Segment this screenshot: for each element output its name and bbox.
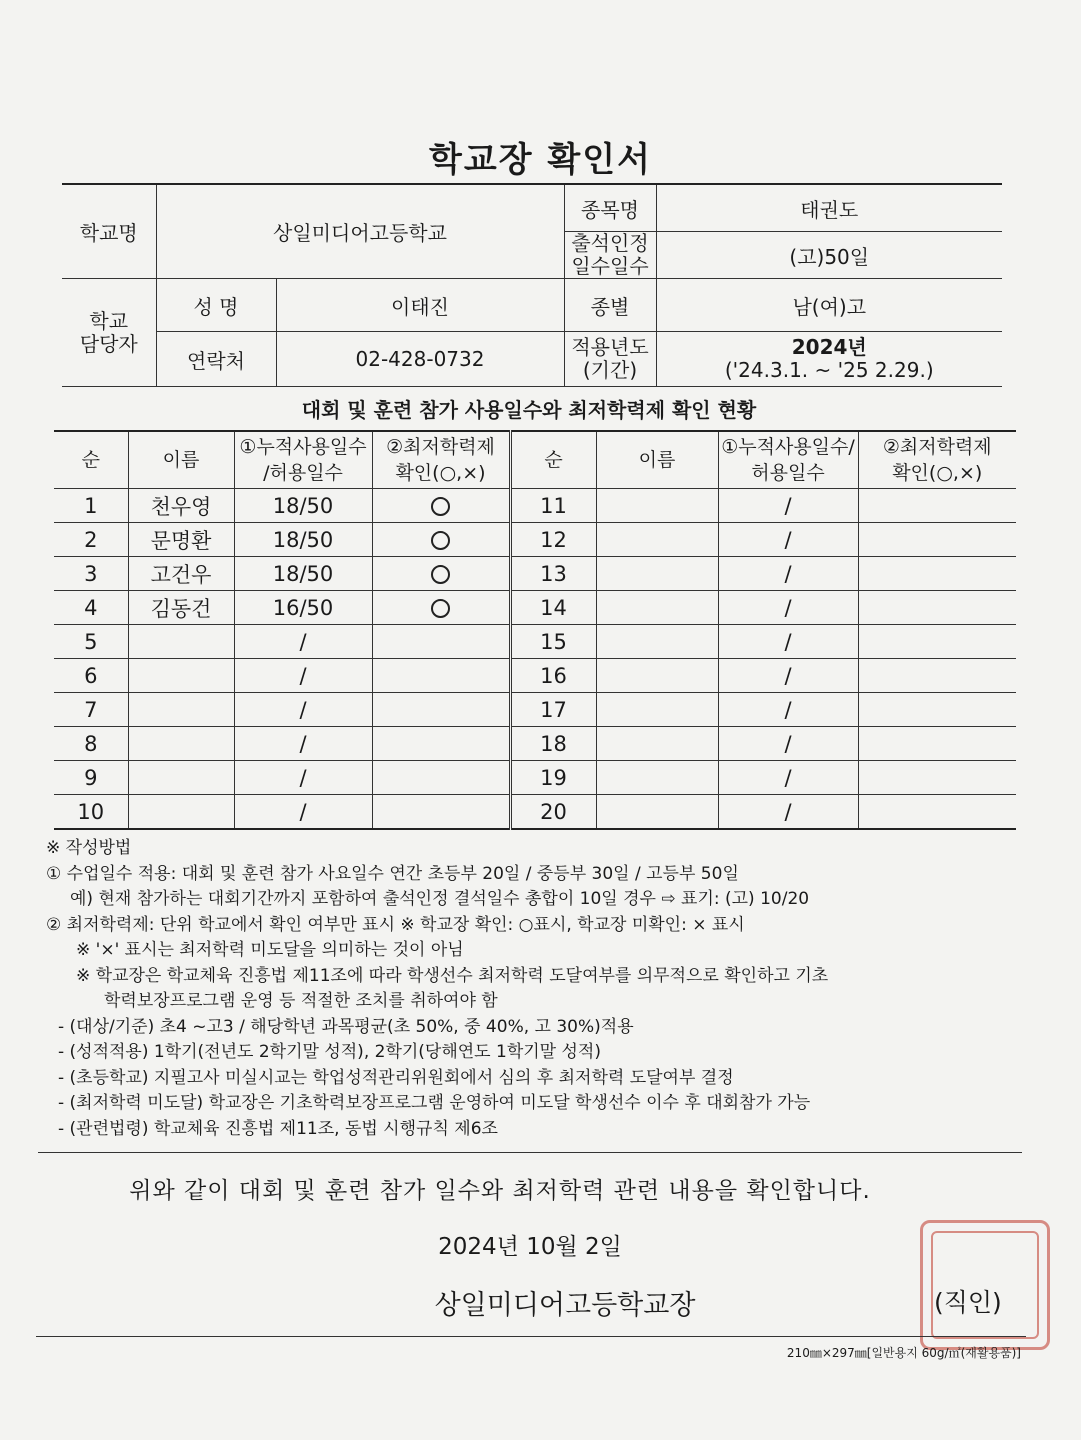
manager-label-line2: 담당자 [79, 331, 138, 356]
table-row [54, 557, 1016, 591]
row-days-right: / [718, 761, 858, 795]
row-name-left [128, 659, 234, 693]
row-no-right: 12 [510, 523, 596, 557]
row-check-left [372, 727, 510, 761]
row-no-left: 2 [54, 523, 128, 557]
row-days-right: / [718, 557, 858, 591]
table-header-row [54, 431, 1016, 489]
row-days-left: / [234, 727, 372, 761]
table-row [54, 693, 1016, 727]
header-check-right-line2: 확인(○,×) [892, 462, 983, 484]
document-title: 학교장 확인서 [429, 140, 652, 180]
header-name-right: 이름 [596, 431, 718, 489]
row-no-left: 3 [54, 557, 128, 591]
row-days-left: / [234, 693, 372, 727]
contact-label: 연락처 [156, 332, 276, 387]
table-row [54, 727, 1016, 761]
row-no-left: 1 [54, 489, 128, 523]
header-days-left-line1: ①누적사용일수 [239, 436, 367, 458]
sport-label: 종목명 [564, 184, 656, 232]
row-check-left [372, 557, 510, 591]
attendance-label-line1: 출석인정 [571, 231, 649, 255]
name-value: 이태진 [276, 279, 564, 332]
year-value: 2024년 [791, 335, 867, 359]
header-no-right: 순 [510, 431, 596, 489]
header-check-left-line1: ②최저학력제 [386, 436, 495, 458]
notes-heading: ※ 작성방법 [46, 838, 132, 858]
note-2-b1: ※ 학교장은 학교체육 진흥법 제11조에 따라 학생선수 최저학력 도달여부를 의무적으로 확인하고 기초 [76, 965, 829, 986]
header-days-right-line2: 허용일수 [751, 462, 825, 484]
circle-mark-icon [431, 599, 450, 618]
row-check-right [858, 625, 1016, 659]
info-table [62, 183, 1002, 387]
header-days-left-line2: /허용일수 [263, 462, 343, 484]
row-check-left [372, 761, 510, 795]
row-no-left: 9 [54, 761, 128, 795]
row-name-left: 고건우 [128, 557, 234, 591]
row-days-right: / [718, 727, 858, 761]
row-name-left: 김동건 [128, 591, 234, 625]
row-no-right: 13 [510, 557, 596, 591]
row-no-right: 20 [510, 795, 596, 830]
row-name-right [596, 557, 718, 591]
row-no-right: 11 [510, 489, 596, 523]
attendance-label [564, 232, 656, 279]
sport-value: 태권도 [656, 184, 1002, 232]
gender-label: 종별 [564, 279, 656, 332]
row-name-right [596, 693, 718, 727]
row-days-left: / [234, 625, 372, 659]
row-days-right: / [718, 591, 858, 625]
school-name: 상일미디어고등학교 [156, 184, 564, 279]
row-name-left: 천우영 [128, 489, 234, 523]
note-2: ② 최저학력제: 단위 학교에서 확인 여부만 표시 ※ 학교장 확인: ○표시, 학교장 미확인: × 표시 [46, 914, 745, 935]
detail-1: - (대상/기준) 초4 ~고3 / 해당학년 과목평균(초 50%, 중 40%, 고 30%)적용 [58, 1016, 634, 1037]
row-name-right [596, 625, 718, 659]
row-days-left: 18/50 [234, 523, 372, 557]
row-no-right: 14 [510, 591, 596, 625]
row-check-right [858, 693, 1016, 727]
header-name-left: 이름 [128, 431, 234, 489]
year-label-line1: 적용년도 [571, 335, 649, 359]
seal-label: (직인) [934, 1288, 1002, 1317]
row-no-left: 5 [54, 625, 128, 659]
row-check-left [372, 523, 510, 557]
row-check-right [858, 557, 1016, 591]
table-row [54, 625, 1016, 659]
signer-name: 상일미디어고등학교장 [434, 1290, 696, 1321]
issue-date: 2024년 10월 2일 [438, 1234, 622, 1260]
header-check-left-line2: 확인(○,×) [395, 462, 486, 484]
confirm-statement: 위와 같이 대회 및 훈련 참가 일수와 최저학력 관련 내용을 확인합니다. [129, 1178, 871, 1204]
year-value-cell [656, 332, 1002, 387]
school-label: 학교명 [62, 184, 156, 279]
header-check-right [858, 431, 1016, 489]
row-days-left: 16/50 [234, 591, 372, 625]
section-title: 대회 및 훈련 참가 사용일수와 최저학력제 확인 현황 [301, 398, 757, 422]
note-1: ① 수업일수 적용: 대회 및 훈련 참가 사요일수 연간 초등부 20일 / 중등부 30일 / 고등부 50일 [46, 863, 739, 884]
row-days-right: / [718, 693, 858, 727]
year-label-line2: (기간) [582, 358, 638, 382]
row-days-right: / [718, 489, 858, 523]
circle-mark-icon [431, 565, 450, 584]
note-2-b2: 학력보장프로그램 운영 등 적절한 조치를 취하여야 함 [104, 991, 498, 1011]
row-no-left: 8 [54, 727, 128, 761]
row-name-right [596, 795, 718, 830]
row-name-right [596, 727, 718, 761]
row-check-left [372, 625, 510, 659]
row-check-left [372, 693, 510, 727]
row-check-right [858, 489, 1016, 523]
row-days-right: / [718, 523, 858, 557]
name-label: 성 명 [156, 279, 276, 332]
row-check-right [858, 795, 1016, 830]
manager-label-line1: 학교 [89, 308, 129, 333]
row-check-left [372, 591, 510, 625]
row-check-right [858, 523, 1016, 557]
contact-value: 02-428-0732 [276, 332, 564, 387]
row-no-right: 16 [510, 659, 596, 693]
row-days-left: 18/50 [234, 557, 372, 591]
period-value: ('24.3.1. ~ '25 2.29.) [724, 358, 934, 382]
row-name-left [128, 795, 234, 830]
row-name-right [596, 489, 718, 523]
year-label [564, 332, 656, 387]
row-no-right: 19 [510, 761, 596, 795]
table-row [54, 489, 1016, 523]
table-row [54, 523, 1016, 557]
row-check-left [372, 795, 510, 830]
note-2-a: ※ '×' 표시는 최저학력 미도달을 의미하는 것이 아님 [76, 940, 464, 960]
circle-mark-icon [431, 531, 450, 550]
row-name-left [128, 625, 234, 659]
participation-table [54, 430, 1016, 830]
header-days-right [718, 431, 858, 489]
divider [38, 1152, 1022, 1153]
row-no-right: 17 [510, 693, 596, 727]
header-check-left [372, 431, 510, 489]
detail-3: - (초등학교) 지필고사 미실시교는 학업성적관리위원회에서 심의 후 최저학력 도달여부 결정 [58, 1067, 734, 1088]
note-1-example: 예) 현재 참가하는 대회기간까지 포함하여 출석인정 결석일수 총합이 10일 경우 ⇨ 표기: (고) 10/20 [70, 889, 810, 909]
row-no-left: 4 [54, 591, 128, 625]
row-check-left [372, 489, 510, 523]
table-row [54, 761, 1016, 795]
table-row [54, 795, 1016, 830]
detail-5: - (관련법령) 학교체육 진흥법 제11조, 동법 시행규칙 제6조 [58, 1118, 498, 1139]
row-name-right [596, 761, 718, 795]
circle-mark-icon [431, 497, 450, 516]
row-check-right [858, 761, 1016, 795]
bottom-divider [36, 1336, 1026, 1337]
row-no-left: 7 [54, 693, 128, 727]
attendance-value: (고)50일 [656, 232, 1002, 279]
header-no-left: 순 [54, 431, 128, 489]
row-name-left [128, 693, 234, 727]
row-days-left: 18/50 [234, 489, 372, 523]
row-no-right: 18 [510, 727, 596, 761]
row-name-right [596, 591, 718, 625]
row-check-right [858, 727, 1016, 761]
row-name-right [596, 523, 718, 557]
row-days-right: / [718, 625, 858, 659]
detail-4: - (최저학력 미도달) 학교장은 기초학력보장프로그램 운영하여 미도달 학생선수 이수 후 대회참가 가능 [58, 1093, 811, 1113]
row-no-left: 6 [54, 659, 128, 693]
row-check-right [858, 659, 1016, 693]
row-days-left: / [234, 761, 372, 795]
row-name-left [128, 761, 234, 795]
row-no-left: 10 [54, 795, 128, 830]
attendance-label-line2: 일수일수 [571, 254, 649, 278]
detail-2: - (성적적용) 1학기(전년도 2학기말 성적), 2학기(당해연도 1학기말 성적) [58, 1042, 601, 1062]
table-row [54, 659, 1016, 693]
header-days-right-line1: ①누적사용일수/ [721, 436, 855, 458]
row-days-left: / [234, 659, 372, 693]
row-name-left: 문명환 [128, 523, 234, 557]
row-days-left: / [234, 795, 372, 830]
header-days-left [234, 431, 372, 489]
row-name-right [596, 659, 718, 693]
row-days-right: / [718, 659, 858, 693]
row-check-left [372, 659, 510, 693]
header-check-right-line1: ②최저학력제 [882, 436, 992, 458]
row-name-left [128, 727, 234, 761]
instructions [46, 836, 1026, 1142]
paper-spec: 210㎜×297㎜[일반용지 60g/㎡(재활용품)] [786, 1346, 1021, 1360]
row-check-right [858, 591, 1016, 625]
manager-label [62, 279, 156, 387]
row-days-right: / [718, 795, 858, 830]
table-row [54, 591, 1016, 625]
row-no-right: 15 [510, 625, 596, 659]
gender-value: 남(여)고 [656, 279, 1002, 332]
